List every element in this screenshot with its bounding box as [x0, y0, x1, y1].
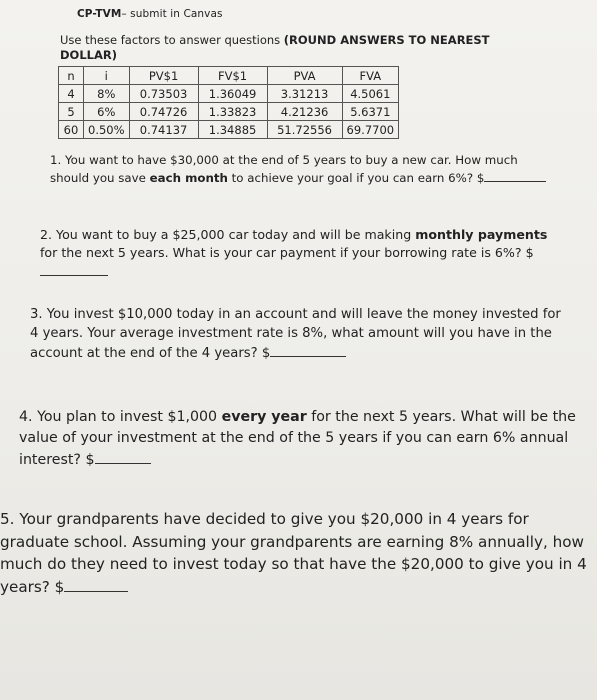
col-header-pva: PVA: [267, 67, 342, 85]
table-cell: 69.7700: [342, 121, 399, 139]
question-3: [30, 305, 570, 363]
table-cell: 4.5061: [342, 85, 399, 103]
table-cell: 5.6371: [342, 103, 399, 121]
question-1: [50, 152, 550, 187]
table-cell: 1.34885: [198, 121, 267, 139]
factor-table-header-row: [59, 67, 399, 85]
question-emphasis: each month: [149, 170, 228, 185]
question-text-end: for the next 5 years. What will be the value of your investment at the end of the 5 years if you can earn 6% annual interest? $: [19, 409, 576, 469]
col-header-fva: FVA: [342, 67, 399, 85]
answer-blank: [484, 169, 546, 182]
table-row: [59, 85, 399, 103]
question-text: Your grandparents have decided to give you $20,000 in 4 years for graduate school. Assuming your grandparents are earning 8% annually, how much do they need to invest today so that have the $20,000 to give you in 4 years? $: [0, 510, 587, 596]
instructions-emphasis: (ROUND ANSWERS TO NEAREST DOLLAR): [60, 33, 490, 62]
question-emphasis: every year: [221, 409, 307, 425]
col-header-i: i: [84, 67, 130, 85]
table-cell: 0.74726: [129, 103, 198, 121]
question-number: 3.: [30, 307, 43, 322]
table-cell: 1.33823: [198, 103, 267, 121]
question-number: 5.: [0, 510, 15, 528]
col-header-n: n: [59, 67, 84, 85]
table-row: [59, 103, 399, 121]
worksheet-subtitle: – submit in Canvas: [121, 8, 223, 20]
table-cell: 51.72556: [267, 121, 342, 139]
col-header-pv1: PV$1: [129, 67, 198, 85]
question-number: 4.: [19, 409, 33, 425]
question-5: [0, 508, 590, 598]
question-2: [40, 226, 560, 281]
instructions-text: Use these factors to answer questions: [60, 33, 284, 47]
table-cell: 8%: [84, 85, 130, 103]
table-cell: 6%: [84, 103, 130, 121]
worksheet-header: [77, 8, 223, 20]
question-number: 2.: [40, 227, 53, 242]
col-header-fv1: FV$1: [198, 67, 267, 85]
table-cell: 4.21236: [267, 103, 342, 121]
question-number: 1.: [50, 153, 62, 167]
instructions: [60, 33, 540, 63]
answer-blank: [40, 262, 108, 276]
answer-blank: [64, 576, 128, 592]
table-cell: 3.31213: [267, 85, 342, 103]
worksheet-title: CP-TVM: [77, 8, 122, 20]
table-cell: 0.74137: [129, 121, 198, 139]
answer-blank: [270, 343, 346, 357]
question-4: [19, 407, 584, 471]
question-text-end: for the next 5 years. What is your car payment if your borrowing rate is 6%? $: [40, 245, 534, 260]
table-cell: 60: [59, 121, 84, 139]
table-cell: 0.50%: [84, 121, 130, 139]
table-row: [59, 121, 399, 139]
question-text: You invest $10,000 today in an account and will leave the money invested for 4 years. Your average investment rate is 8%, what amount will you have in the account at the end of the 4 years? $: [30, 307, 561, 362]
factor-table: [58, 66, 399, 139]
table-cell: 5: [59, 103, 84, 121]
question-text-end: to achieve your goal if you can earn 6%? $: [227, 170, 485, 185]
question-text: You want to have $30,000 at the end of 5 years to buy a new car. How much should you save: [50, 153, 518, 185]
table-cell: 1.36049: [198, 85, 267, 103]
answer-blank: [95, 449, 151, 464]
question-text: You want to buy a $25,000 car today and will be making: [56, 227, 416, 242]
table-cell: 4: [59, 85, 84, 103]
table-cell: 0.73503: [129, 85, 198, 103]
question-emphasis: monthly payments: [415, 227, 548, 242]
question-text: You plan to invest $1,000: [37, 409, 222, 425]
